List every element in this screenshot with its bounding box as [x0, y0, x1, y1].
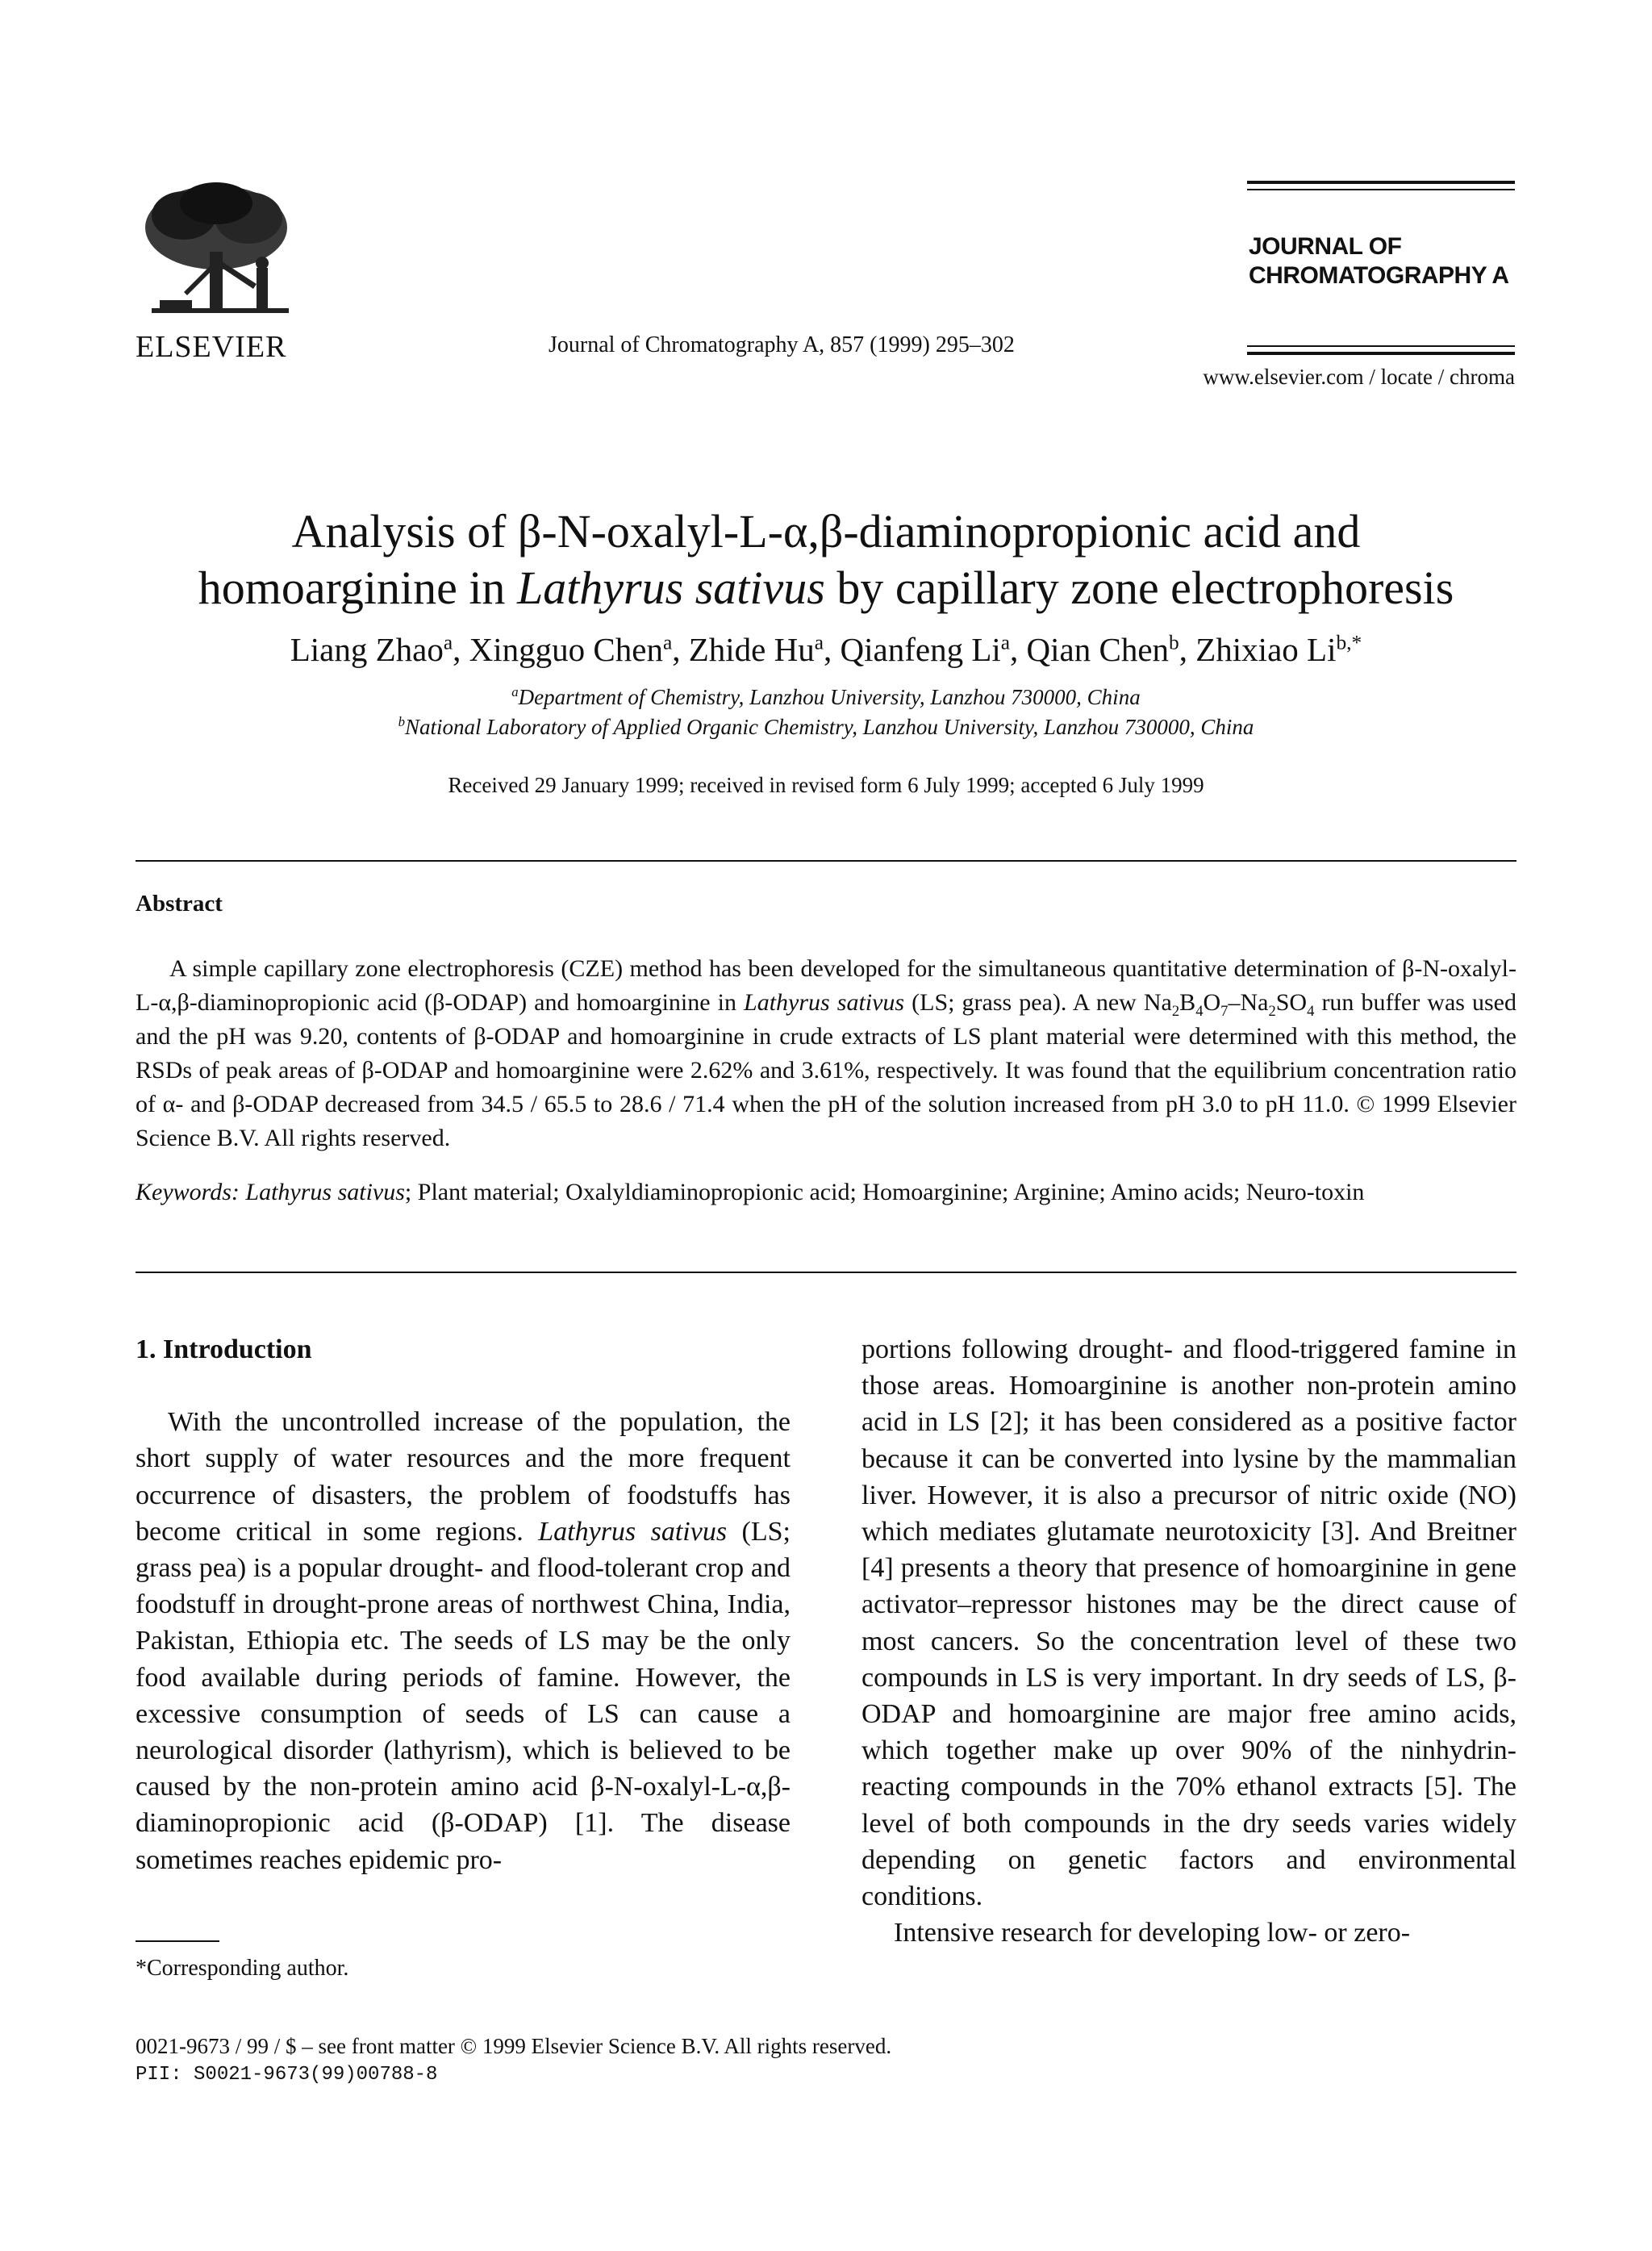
journal-rule-bottom-thin: [1247, 345, 1515, 347]
paragraph: portions following drought- and flood-triggered famine in those areas. Homoarginine is another non-protein amino acid in LS [2]; it has been considered as a positive factor because it can be converted into lysine by the mammalian liver. However, it is also a precursor of nitric oxide (NO) which mediates glutamate neurotoxicity [3]. And Breitner [4] presents a theory that presence of homoarginine in gene activator–repressor histones may be the direct cause of most cancers. So the concentration level of these two compounds in LS is very important. In dry seeds of LS, β-ODAP and homoarginine are major free amino acids, which together make up over 90% of the ninhydrin-reacting compounds in the 70% ethanol extracts [5]. The level of both compounds in the dry seeds varies widely depending on genetic factors and environmental conditions.: [861, 1334, 1516, 1912]
affiliations: [97, 683, 1555, 742]
section-heading-introduction: 1. Introduction: [136, 1334, 312, 1364]
corresponding-author-note: *Corresponding author.: [136, 1956, 349, 1981]
column-left: [136, 1331, 791, 1878]
journal-rule-top: [1247, 181, 1515, 184]
affiliation-b: $^b$National Laboratory of Applied Organic Chemistry, Lanzhou University, Lanzhou 730000, China: [398, 714, 1254, 739]
publisher-name: ELSEVIER: [136, 330, 287, 364]
abstract-rule-top: [136, 860, 1516, 862]
author[interactable]: Liang Zhao$^a$,: [290, 631, 469, 668]
abstract-species: Lathyrus sativus: [744, 989, 905, 1016]
title-line-1: Analysis of β-N-oxalyl-L-α,β-diaminopropionic acid and: [291, 505, 1361, 558]
author-list: [97, 629, 1555, 670]
journal-rule-bottom: [1247, 352, 1515, 355]
keyword-species: Lathyrus sativus: [245, 1179, 405, 1205]
front-matter: [136, 2032, 891, 2090]
keywords-label: Keywords:: [136, 1179, 240, 1205]
paragraph: With the uncontrolled increase of the population, the short supply of water resources and the more frequent occurrence of disasters, the problem of foodstuffs has become critical in some regions. Lathyrus sativus (LS; grass pea) is a popular drought- and flood-tolerant crop and foodstuff in drought-prone areas of northwest China, India, Pakistan, Ethiopia etc. The seeds of LS may be the only food available during periods of famine. However, the excessive consumption of seeds of LS can cause a neurological disorder (lathyrism), which is believed to be caused by the non-protein amino acid β-N-oxalyl-L-α,β-diaminopropionic acid (β-ODAP) [1]. The disease sometimes reaches epidemic pro-: [136, 1407, 791, 1875]
keywords: [136, 1176, 1516, 1209]
author[interactable]: Zhixiao $Li^{b,*}$: [1195, 631, 1362, 668]
copyright-line: 0021-9673 / 99 / $ – see front matter © 1999 Elsevier Science B.V. All rights reserved.: [136, 2034, 892, 2058]
author[interactable]: Xingguo Chen$^a$,: [469, 631, 689, 668]
journal-title-line1: JOURNAL OF: [1249, 233, 1402, 260]
journal-rule-top-thin: [1247, 189, 1515, 190]
title-line-2: [97, 560, 1555, 616]
journal-title-line2: CHROMATOGRAPHY A: [1249, 262, 1509, 289]
abstract-rule-bottom: [136, 1272, 1516, 1273]
journal-url[interactable]: www.elsevier.com / locate / chroma: [1203, 365, 1515, 389]
author[interactable]: Zhide Hu$^a$,: [688, 631, 841, 668]
author[interactable]: Qian Chen$^b$,: [1026, 631, 1196, 668]
abstract-heading: Abstract: [136, 891, 223, 917]
abstract-body: A simple capillary zone electrophoresis (CZE) method has been developed for the simultaneous quantitative determination of β-N-oxalyl-L-α,β-diaminopropionic acid (β-ODAP) and homoarginine in Lathyrus sativus (LS; grass pea). A new $Na_2B_4O_7-Na_2SO_4$ run buffer was used and the pH was 9.20, contents of β-ODAP and homoarginine in crude extracts of LS plant material were determined with this method, the RSDs of peak areas of β-ODAP and homoarginine were 2.62% and 3.61%, respectively. It was found that the equilibrium concentration ratio of α- and β-ODAP decreased from 34.5 / 65.5 to 28.6 / 71.4 when the pH of the solution increased from pH 3.0 to pH 11.0. © 1999 Elsevier Science B.V. All rights reserved.: [136, 955, 1516, 1151]
author[interactable]: Qianfeng Li$^a$,: [840, 631, 1027, 668]
column-right: [861, 1331, 1516, 1951]
journal-citation: Journal of Chromatography A, 857 (1999) 295–302: [549, 332, 1015, 357]
footnote-rule: [136, 1940, 219, 1942]
affiliation-a: $^a$Department of Chemistry, Lanzhou University, Lanzhou 730000, China: [511, 684, 1141, 709]
paragraph: Intensive research for developing low- or zero-: [894, 1918, 1411, 1948]
elsevier-tree-logo: [136, 179, 305, 324]
pii: PII: S0021-9673(99)00788-8: [136, 2064, 438, 2086]
journal-title: [1249, 232, 1509, 290]
article-title: [97, 503, 1555, 616]
title-text: by capillary zone electrophoresis: [824, 562, 1454, 614]
title-species: Lathyrus sativus: [516, 562, 825, 614]
title-text: homoarginine in: [198, 562, 517, 614]
received-dates: Received 29 January 1999; received in revised form 6 July 1999; accepted 6 July 1999: [448, 773, 1204, 797]
keywords-list: ; Plant material; Oxalyldiaminopropionic acid; Homoarginine; Arginine; Amino acids; Neuro-toxin: [404, 1179, 1365, 1205]
